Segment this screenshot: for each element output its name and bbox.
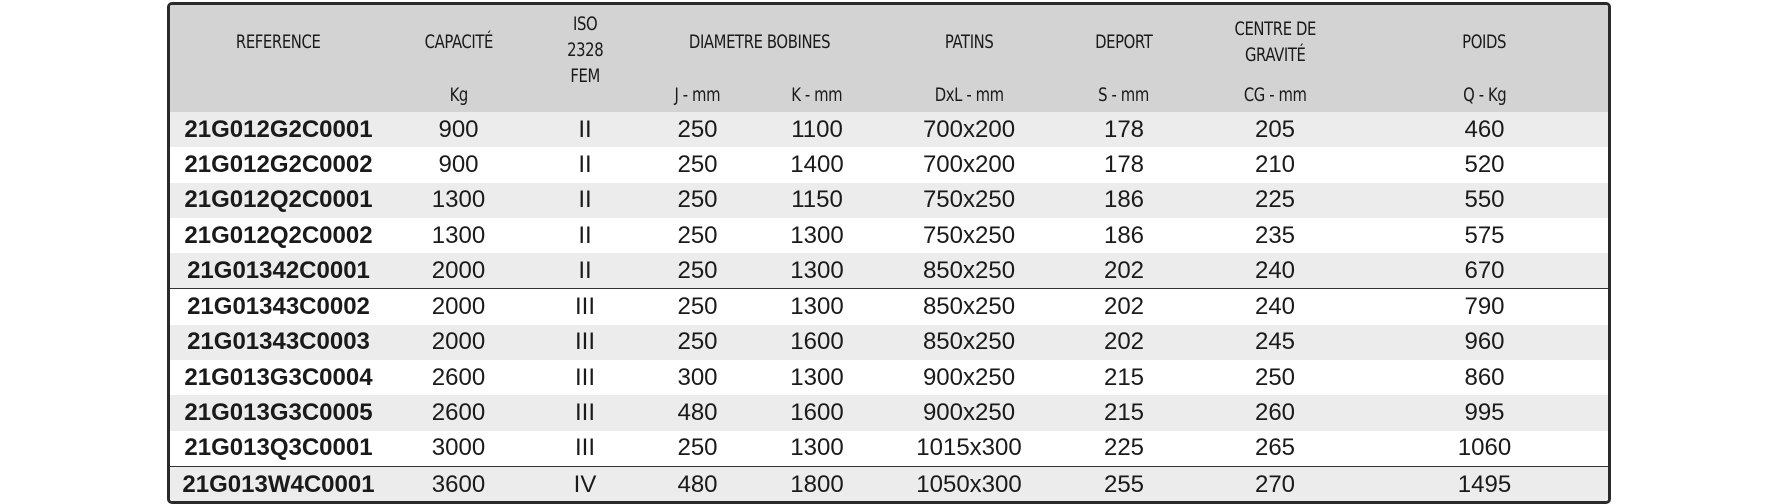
header-diametre-bobines: DIAMETRE BOBINES [640,5,879,78]
cell-ref: 21G01343C0002 [170,289,387,325]
cell-deport: 202 [1059,289,1189,325]
cell-poids: 550 [1361,183,1608,218]
cell-j: 250 [640,325,755,360]
header-capacite: CAPACITÉ [387,5,530,78]
cell-iso: III [530,325,640,360]
cell-poids: 1060 [1457,434,1512,462]
cell-cg: 225 [1189,183,1361,218]
cell-k: 1300 [790,363,844,391]
cell-j: 480 [640,466,755,502]
cell-ref: 21G013G3C0004 [184,363,373,391]
header-diametre-k: K - mm [755,78,879,112]
cell-capacite: 900 [387,112,530,147]
cell-k: 1400 [790,150,844,178]
cell-j: 300 [677,363,718,391]
cell-poids: 1495 [1361,466,1608,502]
cell-j: 250 [640,183,755,218]
cell-capacite: 900 [438,150,479,178]
header-patins: PATINS [879,5,1059,78]
cell-capacite: 2600 [387,395,530,430]
cell-ref: 21G013W4C0001 [170,466,387,502]
header-diametre-j: J - mm [640,78,755,112]
cell-capacite: 2000 [387,289,530,325]
cell-k: 1600 [755,395,879,430]
cell-j: 250 [677,221,718,249]
cell-capacite: 2000 [387,253,530,289]
cell-k: 1150 [755,183,879,218]
cell-poids: 670 [1361,253,1608,289]
cell-capacite: 1300 [431,221,486,249]
header-capacite-unit: Kg [387,78,530,112]
cell-j: 480 [640,395,755,430]
header-deport-unit: S - mm [1059,78,1189,112]
table-row [170,112,1608,147]
header-deport: DEPORT [1059,5,1189,78]
cell-patins: 850x250 [879,325,1059,360]
cell-k: 1600 [755,325,879,360]
cell-k: 1300 [790,221,844,249]
cell-capacite: 2600 [431,363,486,391]
cell-j: 250 [640,112,755,147]
cell-patins: 700x200 [922,150,1016,178]
cell-deport: 225 [1103,434,1145,462]
cell-deport: 186 [1103,221,1145,249]
cell-cg: 270 [1189,466,1361,502]
cell-k: 1300 [755,289,879,325]
cell-j: 250 [677,150,718,178]
cell-cg: 205 [1189,112,1361,147]
table-row [170,289,1608,325]
cell-poids: 860 [1464,363,1505,391]
table-row [170,253,1608,289]
cell-poids: 960 [1361,325,1608,360]
cell-iso: II [530,183,640,218]
cell-poids: 520 [1464,150,1505,178]
cell-iso: II [530,112,640,147]
cell-capacite: 1300 [387,183,530,218]
header-poids-unit: Q - Kg [1361,78,1608,112]
cell-ref: 21G012Q2C0001 [170,183,387,218]
cell-capacite: 3000 [431,434,486,462]
cell-poids: 995 [1361,395,1608,430]
cell-ref: 21G013Q3C0001 [184,434,373,462]
cell-deport: 215 [1059,395,1189,430]
cell-poids: 460 [1361,112,1608,147]
cell-k: 1300 [755,253,879,289]
cell-deport: 255 [1059,466,1189,502]
cell-j: 250 [640,253,755,289]
table-row [170,466,1608,502]
cell-iso: II [530,253,640,289]
spec-table-frame [167,2,1611,504]
cell-patins: 900x250 [922,363,1016,391]
cell-ref: 21G01342C0001 [170,253,387,289]
cell-cg: 240 [1189,289,1361,325]
cell-iso: III [574,434,595,462]
cell-capacite: 2000 [387,325,530,360]
cell-capacite: 3600 [387,466,530,502]
header-centre-unit: CG - mm [1189,78,1361,112]
table-row [170,431,1608,467]
cell-cg: 260 [1189,395,1361,430]
cell-iso: III [530,395,640,430]
cell-iso: III [574,363,595,391]
header-reference-unit [170,78,387,112]
table-row [170,325,1608,360]
cell-patins: 700x200 [879,112,1059,147]
cell-k: 1100 [755,112,879,147]
cell-ref: 21G013G3C0005 [170,395,387,430]
header-patins-unit: DxL - mm [879,78,1059,112]
cell-ref: 21G012G2C0002 [184,150,373,178]
cell-patins: 750x250 [922,221,1016,249]
cell-patins: 1015x300 [916,434,1022,462]
cell-j: 250 [677,434,718,462]
cell-deport: 202 [1059,325,1189,360]
table-row [170,147,1608,182]
cell-cg: 265 [1254,434,1296,462]
cell-patins: 750x250 [879,183,1059,218]
cell-iso: II [578,221,592,249]
cell-poids: 790 [1361,289,1608,325]
header-iso: ISO 2328 FEM [530,5,640,112]
cell-cg: 245 [1189,325,1361,360]
cell-k: 1800 [755,466,879,502]
table-row [170,218,1608,253]
cell-ref: 21G012G2C0001 [170,112,387,147]
cell-deport: 178 [1103,150,1145,178]
cell-cg: 235 [1254,221,1296,249]
cell-cg: 210 [1254,150,1296,178]
cell-cg: 250 [1254,363,1296,391]
cell-ref: 21G01343C0003 [170,325,387,360]
table-row [170,183,1608,218]
cell-deport: 178 [1059,112,1189,147]
cell-deport: 215 [1103,363,1145,391]
cell-j: 250 [640,289,755,325]
table-row [170,360,1608,395]
cell-k: 1300 [790,434,844,462]
header-reference: REFERENCE [170,5,387,78]
cell-patins: 1050x300 [879,466,1059,502]
cell-iso: IV [530,466,640,502]
cell-patins: 850x250 [879,289,1059,325]
cell-patins: 850x250 [879,253,1059,289]
table-header [170,5,1608,112]
cell-cg: 240 [1189,253,1361,289]
cell-poids: 575 [1464,221,1505,249]
cell-deport: 186 [1059,183,1189,218]
table-body [170,112,1608,502]
header-poids: POIDS [1361,5,1608,78]
cell-iso: III [530,289,640,325]
cell-deport: 202 [1059,253,1189,289]
header-centre-gravite: CENTRE DE GRAVITÉ [1189,5,1361,78]
table-row [170,395,1608,430]
spec-table [170,5,1608,502]
cell-patins: 900x250 [879,395,1059,430]
cell-iso: II [578,150,592,178]
cell-ref: 21G012Q2C0002 [184,221,373,249]
